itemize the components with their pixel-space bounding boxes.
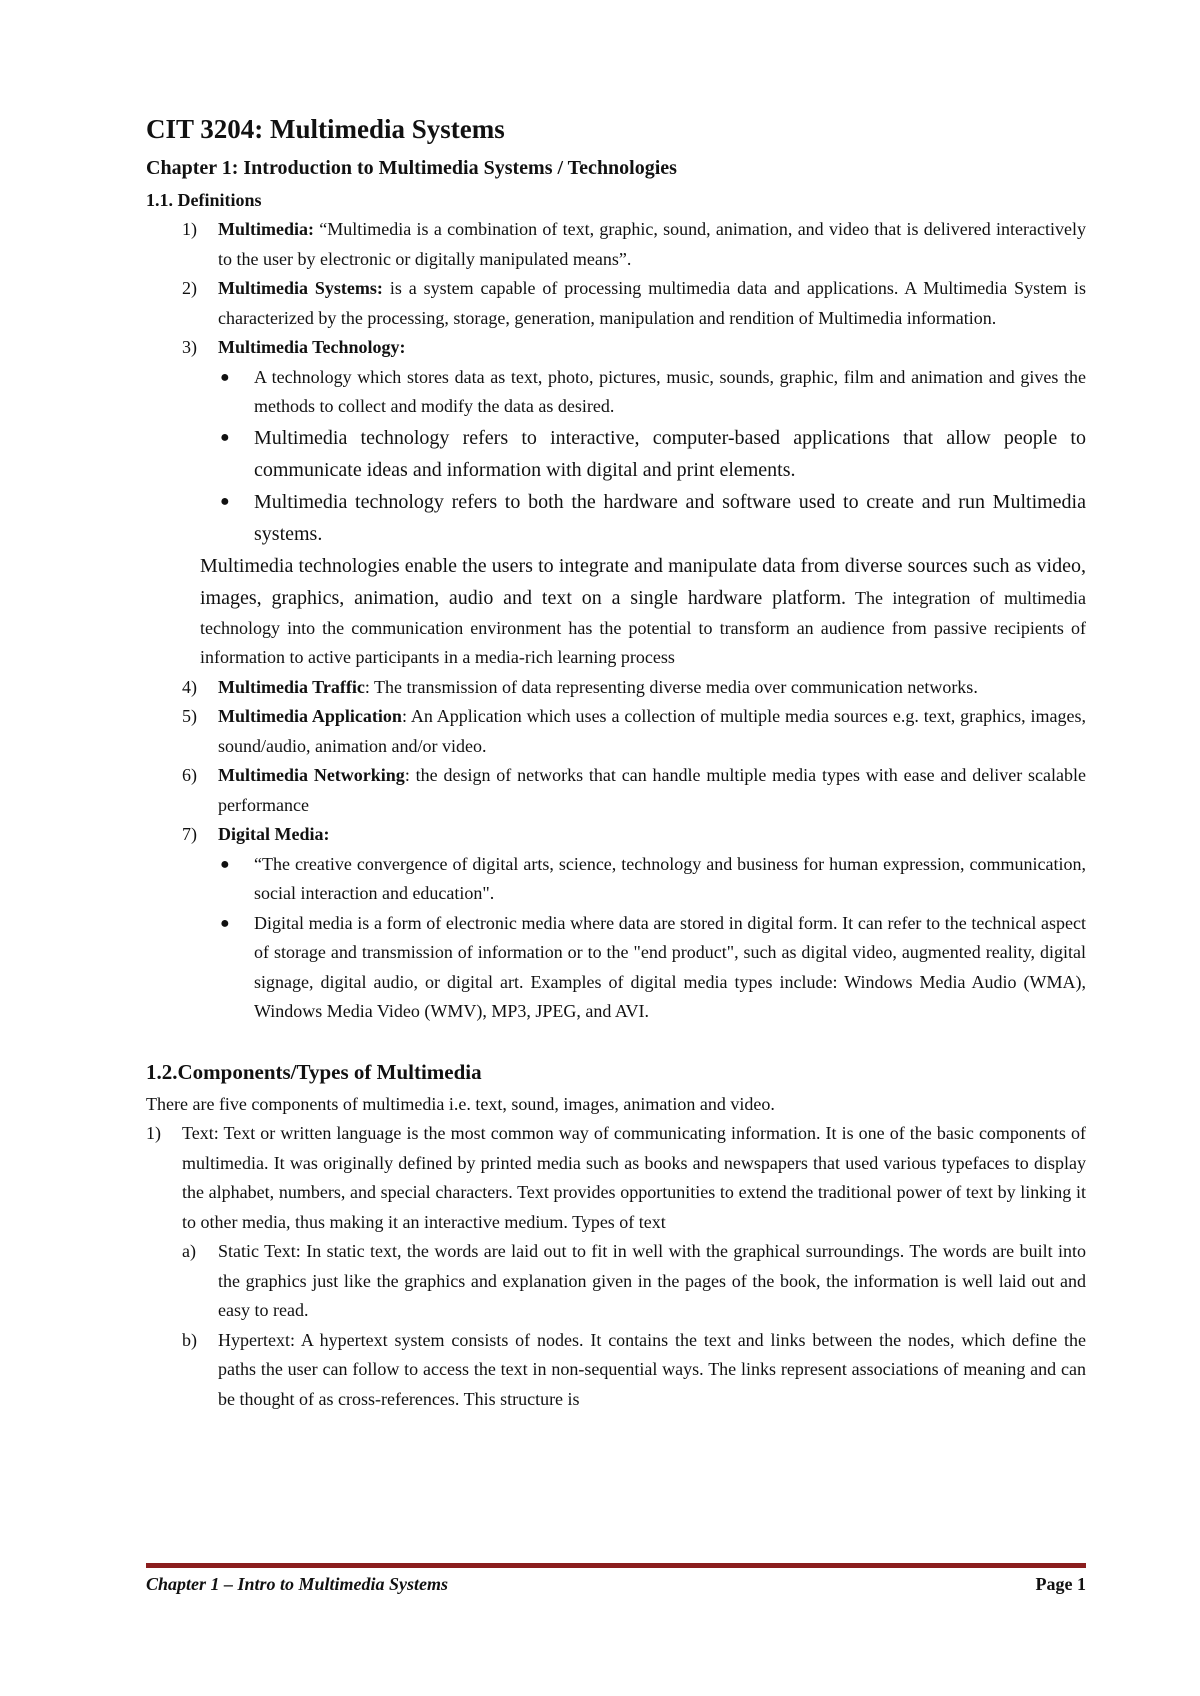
component-text: Text: Text or written language is the most common way of communicating information. It is one of the basic components of multimedia. It was originally defined by printed media such as books and newspapers that used various typefaces to display the alphabet, numbers, and special characters. Text provides opportunities to extend the traditional power of text by linking it to other media, thus making it an interactive medium. Types of text — [182, 1123, 1086, 1232]
list-item — [182, 1326, 1086, 1415]
bullet-item — [218, 850, 1086, 909]
digital-bullets — [218, 850, 1086, 1027]
definition-text: “Multimedia is a combination of text, graphic, sound, animation, and video that is delivered interactively to the user by electronic or digitally manipulated means”. — [218, 219, 1086, 269]
list-marker: 1) — [182, 219, 197, 239]
list-item — [182, 1237, 1086, 1326]
bullet-text: Multimedia technology refers to interactive, computer-based applications that allow people to communicate ideas and information with digital and print elements. — [254, 426, 1086, 481]
bullet-item — [218, 909, 1086, 1027]
course-title: CIT 3204: Multimedia Systems — [146, 114, 505, 144]
list-marker: 5) — [182, 706, 197, 726]
list-item — [146, 1119, 1086, 1414]
tech-paragraph — [146, 550, 1086, 673]
term: Multimedia: — [218, 219, 314, 239]
subitem-text: Hypertext: A hypertext system consists of nodes. It contains the text and links between the nodes, which define the paths the user can follow to access the text in non-sequential ways. The links represent associations of meaning and can be thought of as cross-references. This structure is — [218, 1329, 1086, 1409]
components-intro: There are five components of multimedia i.e. text, sound, images, animation and video. — [146, 1093, 775, 1114]
list-item — [146, 761, 1086, 820]
bullet-item — [218, 422, 1086, 486]
list-item — [146, 820, 1086, 1027]
tech-paragraph-rest: The integration of multimedia technology into the communication environment has the potential to transform an audience from passive recipients of information to active participants in a media-rich learning process — [200, 587, 1086, 667]
list-marker: 3) — [182, 337, 197, 357]
bullet-text: Digital media is a form of electronic media where data are stored in digital form. It can refer to the technical aspect of storage and transmission of information or to the "end product", such as digital video, augmented reality, digital signage, digital audio, or digital art. Examples of digital media types include: Windows Media Audio (WMA), Windows Media Video (WMV), MP3, JPEG, and AVI. — [254, 912, 1086, 1021]
definition-text: : The transmission of data representing diverse media over communication networks. — [364, 676, 978, 697]
term: Multimedia Application — [218, 706, 402, 726]
section-title-components: 1.2.Components/Types of Multimedia — [146, 1059, 482, 1084]
list-item — [146, 333, 1086, 550]
term: Digital Media: — [218, 824, 330, 844]
subitem-text: Static Text: In static text, the words are laid out to fit in well with the graphical surroundings. The words are built into the graphics just like the graphics and explanation given in the pages of the book, the information is well laid out and easy to read. — [218, 1241, 1086, 1320]
list-marker: 1) — [146, 1123, 161, 1143]
bullet-text: “The creative convergence of digital arts, science, technology and business for human expression, communication, social interaction and education". — [254, 853, 1086, 903]
list-item — [146, 702, 1086, 761]
term: Multimedia Technology: — [218, 337, 406, 357]
page-number: Page 1 — [1035, 1574, 1086, 1594]
bullet-item — [218, 363, 1086, 422]
bullet-text: A technology which stores data as text, photo, pictures, music, sounds, graphic, film and animation and gives the methods to collect and modify the data as desired. — [254, 366, 1086, 416]
text-types-list — [182, 1237, 1086, 1414]
footer-chapter-label: Chapter 1 – Intro to Multimedia Systems — [146, 1574, 449, 1594]
bullet-icon: ● — [220, 428, 230, 446]
bullet-icon: ● — [220, 368, 230, 386]
term: Multimedia Traffic — [218, 676, 365, 697]
definitions-list — [146, 215, 1086, 550]
tech-paragraph-lead: Multimedia technologies enable the users to integrate and manipulate data from diverse sources such as video, images, graphics, animation, audio and text on a single hardware platform. — [200, 554, 1086, 609]
term: Multimedia Networking — [218, 765, 405, 785]
list-item — [146, 673, 1086, 703]
footer-rule — [146, 1563, 1086, 1568]
definition-text: is a system capable of processing multimedia data and applications. A Multimedia System is characterized by the processing, storage, generation, manipulation and rendition of Multimedia information. — [218, 278, 1087, 328]
bullet-item — [218, 486, 1086, 550]
term: Multimedia Systems: — [218, 278, 383, 298]
bullet-icon: ● — [220, 855, 230, 873]
list-marker: 7) — [182, 824, 197, 844]
bullet-text: Multimedia technology refers to both the hardware and software used to create and run Multimedia systems. — [254, 490, 1086, 545]
list-marker: a) — [182, 1241, 196, 1261]
section-title-definitions: 1.1. Definitions — [146, 190, 262, 210]
list-marker: 4) — [182, 676, 197, 697]
definition-text: : An Application which uses a collection of multiple media sources e.g. text, graphics, images, sound/audio, animation and/or video. — [218, 706, 1087, 756]
tech-bullets — [218, 363, 1086, 550]
page-footer — [146, 1574, 1086, 1595]
components-list — [146, 1119, 1086, 1414]
definition-text: : the design of networks that can handle multiple media types with ease and deliver scalable performance — [218, 765, 1086, 815]
list-marker: 6) — [182, 765, 197, 785]
list-marker: b) — [182, 1329, 197, 1350]
bullet-icon: ● — [220, 914, 230, 932]
document-page — [146, 112, 1086, 1414]
list-item — [146, 215, 1086, 274]
list-item — [146, 274, 1086, 333]
chapter-title: Chapter 1: Introduction to Multimedia Systems / Technologies — [146, 157, 677, 179]
list-marker: 2) — [182, 278, 197, 298]
bullet-icon: ● — [220, 492, 230, 510]
definitions-list-continued — [146, 673, 1086, 1027]
